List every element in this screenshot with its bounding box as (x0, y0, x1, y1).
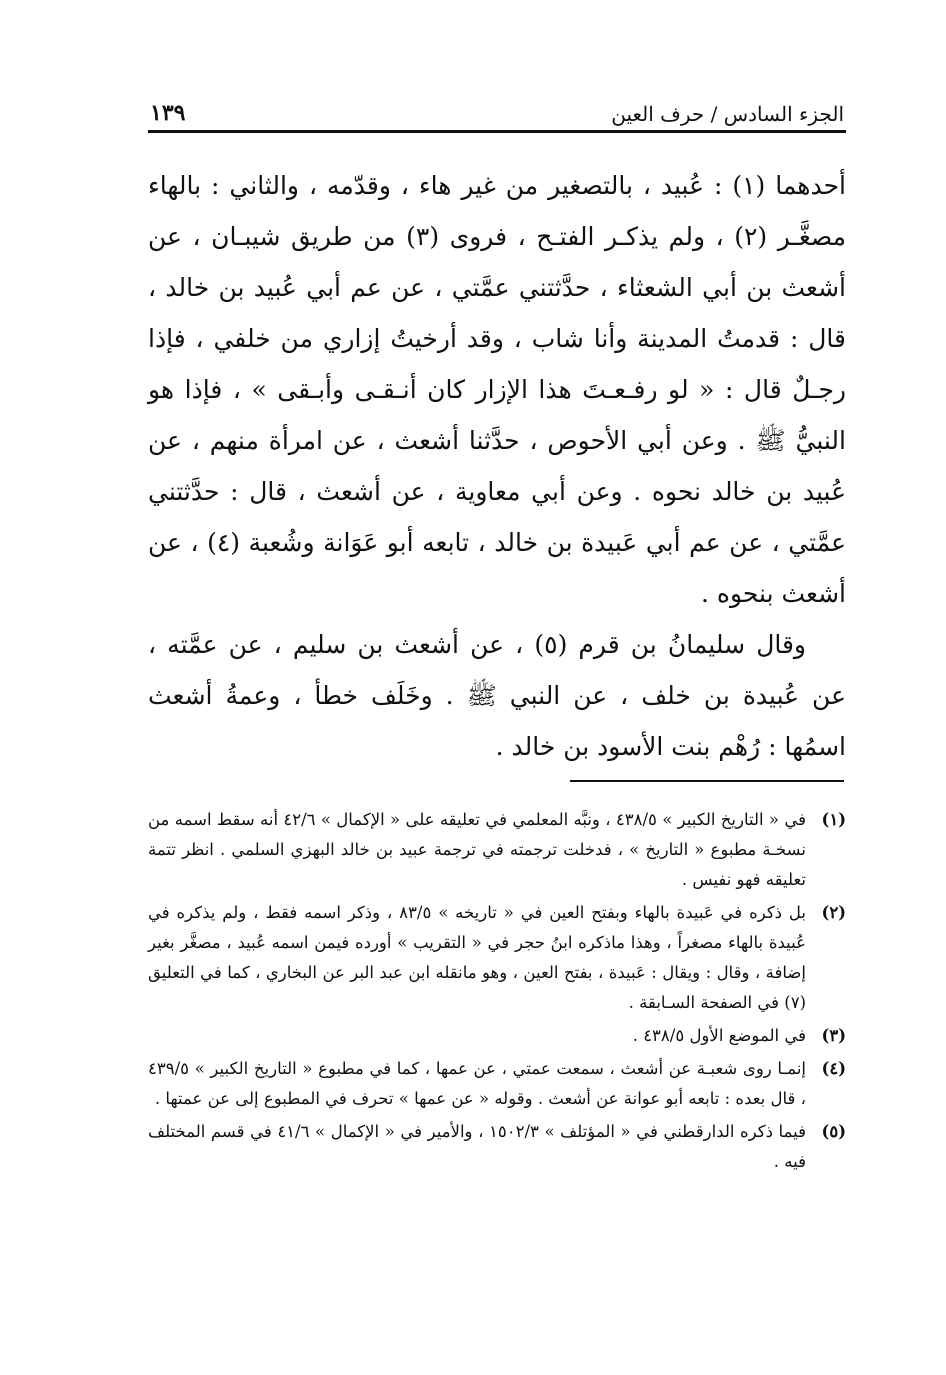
footnotes (148, 805, 846, 1180)
footnote-2 (148, 898, 846, 1018)
footnote-number: (٣) (821, 1026, 846, 1045)
footnote-3 (148, 1021, 846, 1051)
footnote-5 (148, 1117, 846, 1177)
header-rule (148, 130, 846, 133)
footnote-4 (148, 1054, 846, 1114)
footnote-text: في « التاريخ الكبير » ٤٣٨/٥ ، ونبَّه المعلمي في تعليقه على « الإكمال » ٤٢/٦ أنه سقط اسمه من نسخـة مطبوع « التاريخ » ، فدخلت ترجمته في ترجمة عبيد بن خالد البهزي السلمي . انظر تتمة تعليقه فهو نفيس . (148, 810, 806, 889)
footnote-number: (٢) (821, 903, 846, 922)
running-title: الجزء السادس / حرف العين (611, 102, 844, 126)
footnote-text: فيما ذكره الدارقطني في « المؤتلف » ١٥٠٢/٣ ، والأمير في « الإكمال » ٤١/٦ في قسم المختلف فيه . (148, 1122, 806, 1171)
main-text (148, 160, 846, 772)
footnote-text: إنمـا روى شعبـة عن أشعث ، سمعت عمتي ، عن عمها ، كما في مطبوع « التاريخ الكبير » ٤٣٩/٥ ، قال بعده : تابعه أبو عوانة عن أشعث . وقوله « عن عمها » تحرف في المطبوع إلى عن عمتها . (148, 1059, 806, 1108)
footnote-separator (570, 780, 844, 782)
page-header (150, 86, 844, 126)
footnote-number: (٤) (821, 1059, 846, 1078)
footnote-number: (١) (821, 810, 846, 829)
page-number: ١٣٩ (150, 100, 186, 126)
footnote-text: في الموضع الأول ٤٣٨/٥ . (632, 1026, 806, 1045)
footnote-number: (٥) (821, 1122, 846, 1141)
paragraph-2: وقال سليمانُ بن قرم (٥) ، عن أشعث بن سليم ، عن عمَّته ، عن عُبيدة بن خلف ، عن النبي ﷺ . وخَلَف خطأ ، وعمةُ أشعث اسمُها : رُهْم بنت الأسود بن خالد . (148, 630, 846, 761)
footnote-1 (148, 805, 846, 895)
footnote-text: بل ذكره في عَبيدة بالهاء وبفتح العين في « تاريخه » ٨٣/٥ ، وذكر اسمه فقط ، ولم يذكره في عُبيدة بالهاء مصغراً ، وهذا ماذكره ابنُ حجر في « التقريب » أورده فيمن اسمه عُبيد ، مصغَّر بغير إضافة ، وقال : ويقال : عَبيدة ، بفتح العين ، وهو مانقله ابن عبد البر عن البخاري ، كما في التعليق (٧) في الصفحة السـابقة . (148, 903, 806, 1012)
paragraph-1: أحدهما (١) : عُبيد ، بالتصغير من غير هاء ، وقدّمه ، والثاني : بالهاء مصغَّـر (٢) ، ولم يذكـر الفتـح ، فروى (٣) من طريق شيبـان ، عن أشعث بن أبي الشعثاء ، حدَّثتني عمَّتي ، عن عم أبي عُبيد بن خالد ، قال : قدمتُ المدينة وأنا شاب ، وقد أرخيتُ إزاري من خلفي ، فإذا رجـلٌ قال : « لو رفـعـتَ هذا الإزار كان أنـقـى وأبـقى » ، فإذا هو النبيُّ ﷺ . وعن أبي الأحوص ، حدَّثنا أشعث ، عن امرأة منهم ، عن عُبيد بن خالد نحوه . وعن أبي معاوية ، عن أشعث ، قال : حدَّثتني عمَّتي ، عن عم أبي عَبيدة بن خالد ، تابعه أبو عَوَانة وشُعبة (٤) ، عن أشعث بنحوه . (148, 171, 846, 608)
